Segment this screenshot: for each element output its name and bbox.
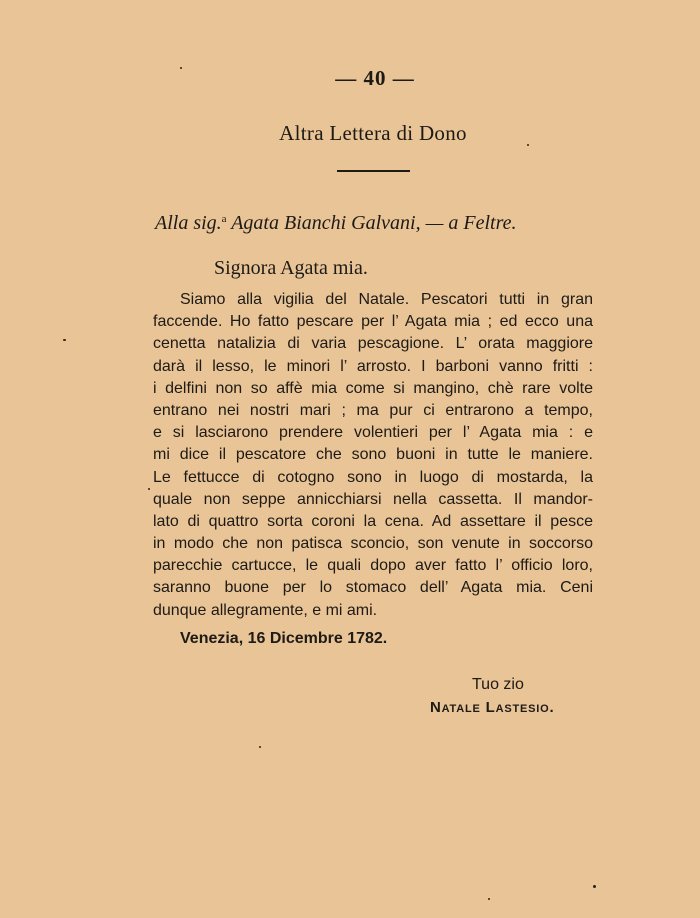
- body-line: cenetta natalizia di varia pescagione. L’ orata maggiore: [153, 335, 593, 353]
- body-line: parecchie cartucce, le quali dopo aver fatto l’ officio loro,: [153, 557, 593, 575]
- body-line: Le fettucce di cotogno sono in luogo di mostarda, la: [153, 468, 593, 486]
- body-line: quale non seppe annicchiarsi nella cassetta. Il mandor-: [153, 490, 593, 508]
- body-line: in modo che non patisca sconcio, son venute in soccorso: [153, 535, 593, 553]
- body-line: Siamo alla vigilia del Natale. Pescatori tutti in gran: [180, 291, 593, 308]
- address-superscript: a: [221, 213, 227, 225]
- letter-address: [155, 212, 595, 235]
- paper-speck: [180, 67, 182, 69]
- paper-speck: [259, 746, 261, 748]
- date-line: Venezia, 16 Dicembre 1782.: [180, 630, 388, 647]
- body-line: e si lasciarono prendere volentieri per l’ Agata mia : e: [153, 424, 593, 442]
- paper-speck: [63, 339, 66, 341]
- address-rest: Agata Bianchi Galvani, — a Feltre.: [226, 212, 517, 234]
- closing: Tuo zio: [472, 676, 524, 693]
- letter-body: [153, 289, 593, 622]
- title-divider: [337, 170, 410, 172]
- body-line: i delfini non so affè mia come si mangino, chè rare volte: [153, 379, 593, 397]
- signature: Natale Lastesio.: [430, 699, 555, 716]
- letter-title: Altra Lettera di Dono: [279, 121, 467, 145]
- body-line: dunque allegramente, e mi ami.: [153, 601, 378, 619]
- paper-speck: [148, 488, 150, 490]
- body-line: entrano nei nostri mari ; ma pur ci entrarono a tempo,: [153, 401, 593, 419]
- body-line: mi dice il pescatore che sono buoni in tutte le maniere.: [153, 446, 593, 464]
- body-line: lato di quattro sorta coroni la cena. Ad assettare il pesce: [153, 512, 593, 530]
- page-number: — 40 —: [335, 66, 415, 90]
- paper-speck: [488, 898, 490, 900]
- body-line: saranno buone per lo stomaco dell’ Agata mia. Ceni: [153, 579, 593, 597]
- paper-speck: [593, 885, 596, 888]
- body-line: darà il lesso, le minori l’ arrosto. I barboni vanno fritti :: [153, 357, 593, 375]
- address-main: Alla sig.: [155, 212, 222, 234]
- paper-speck: [527, 144, 529, 146]
- body-line: faccende. Ho fatto pescare per l’ Agata mia ; ed ecco una: [153, 313, 593, 331]
- salutation: Signora Agata mia.: [214, 257, 368, 279]
